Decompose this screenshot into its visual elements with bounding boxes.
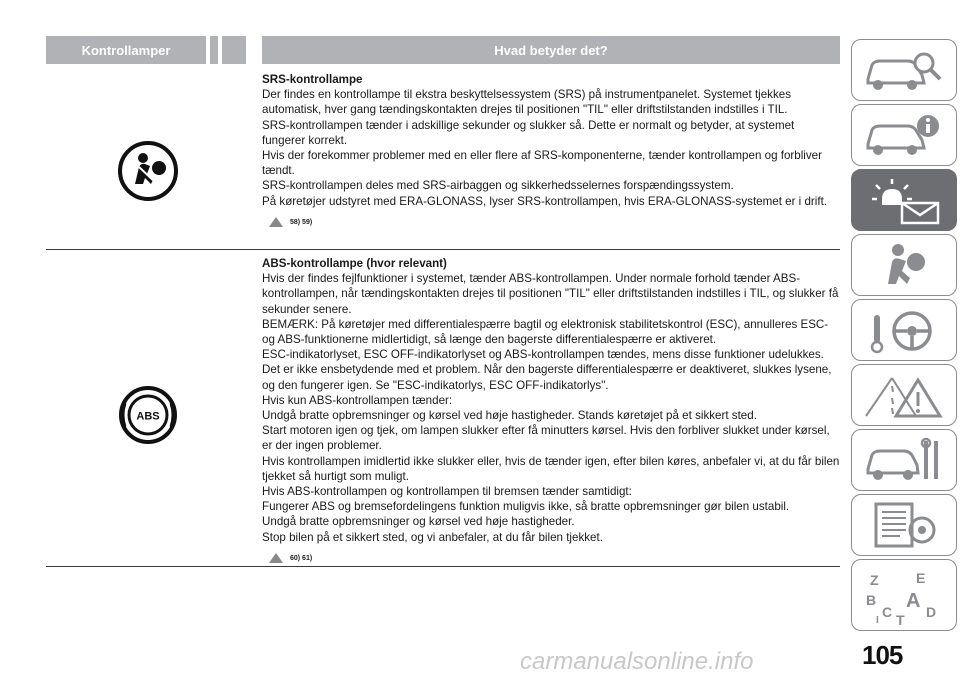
abs-icon-cell xyxy=(46,370,250,460)
road-warning-icon xyxy=(862,370,946,420)
abs-warning-icon xyxy=(117,384,179,446)
abs-paragraph: Fungerer ABS og bremsefordelingens funktion muligvis ikke, så bratte opbremsninger gør bilen ustabil. xyxy=(262,500,790,514)
chapter-tab-safety[interactable] xyxy=(851,234,957,296)
abs-title: ABS-kontrollampe (hvor relevant) xyxy=(262,257,447,270)
warning-light-icon xyxy=(862,175,946,225)
srs-paragraph: SRS-kontrollampen tænder i adskillige sekunder og slukker så. Dette er normalt og betyder, at systemet fungerer korrekt. xyxy=(262,118,795,147)
abs-paragraph: Hvis kun ABS-kontrollampen tænder: xyxy=(262,393,453,407)
airbag-person-icon xyxy=(862,240,946,290)
column-header-meaning: Hvad betyder det? xyxy=(262,36,840,64)
abs-paragraph: ESC-indikatorlyset, ESC OFF-indikatorlyset og ABS-kontrollampen tændes, mens disse funktioner udelukkes. Det er ikke ensbetydende med et problem. Når den bagerste differentialespærre er deaktiveret, slukkes lysene, og den fungerer igen. Se "ESC-indikatorlys, ESC OFF-indikatorlys". xyxy=(262,348,832,392)
chapter-tab-car-search[interactable] xyxy=(851,39,957,101)
svg-text:C: C xyxy=(882,604,893,620)
srs-paragraph: På køretøjer udstyret med ERA-GLONASS, lyser SRS-kontrollampen, hvis ERA-GLONASS-systemet er i drift. xyxy=(262,194,828,208)
header-spacer xyxy=(210,36,218,64)
watermark: carmanualsonline.info xyxy=(520,648,754,675)
row-divider xyxy=(46,566,840,567)
srs-description xyxy=(262,72,840,230)
svg-text:D: D xyxy=(926,604,937,620)
chapter-tab-technical-data[interactable] xyxy=(851,494,957,556)
abs-paragraph: Stop bilen på et sikkert sted, og vi anbefaler, at du får bilen tjekket. xyxy=(262,530,603,544)
abs-warning-reference xyxy=(268,551,840,566)
chapter-tab-warning-lights[interactable] xyxy=(851,169,957,231)
car-info-icon xyxy=(862,110,946,160)
svg-text:B: B xyxy=(866,592,877,608)
chapter-tab-index[interactable] xyxy=(851,559,957,631)
abs-icon-text: ABS xyxy=(136,410,160,423)
srs-paragraph: Der findes en kontrollampe til ekstra beskyttelsessystem (SRS) på instrumentpanelet. Systemet tjekkes automatisk, hver gang tændingskontakten drejes til positionen "TIL" eller driftstilstanden indstilles i TIL. xyxy=(262,88,792,117)
srs-refs: 58) 59) xyxy=(290,218,313,226)
abs-paragraph: Hvis ABS-kontrollampen og kontrollampen til bremsen tænder samtidigt: xyxy=(262,485,632,499)
srs-paragraph: SRS-kontrollampen deles med SRS-airbaggen og sikkerhedsselernes forspændingssystem. xyxy=(262,179,734,193)
car-search-icon xyxy=(862,45,946,95)
column-header-lamps: Kontrollamper xyxy=(46,36,206,64)
srs-title: SRS-kontrollampe xyxy=(262,73,363,86)
spec-list-icon xyxy=(862,500,946,550)
row-divider xyxy=(46,249,840,250)
abs-paragraph: BEMÆRK: På køretøjer med differentialespærre bagtil og elektronisk stabilitetskontrol (ESC), annulleres ESC- og ABS-funktionerne midlertidigt, så længe den bagerste differentialespærre er aktiveret. xyxy=(262,317,829,347)
chapter-tab-maintenance[interactable] xyxy=(851,429,957,491)
abs-paragraph: Undgå bratte opbremsninger og kørsel ved høje hastigheder. Stands køretøjet på et sikkert sted. xyxy=(262,409,757,423)
steering-icon xyxy=(862,305,946,355)
index-letters-icon xyxy=(862,565,946,625)
chapter-tab-starting-driving[interactable] xyxy=(851,299,957,361)
abs-paragraph: Hvis der findes fejlfunktioner i systemet, tænder ABS-kontrollampen. Under normale forhold tænder ABS-kontrollampen, når tændingskontakten drejes til positionen "TIL" eller driftstilstanden indstilles i TIL, og slukker få sekunder senere. xyxy=(262,272,839,316)
srs-paragraph: Hvis der forekommer problemer med en eller flere af SRS-komponenterne, tænder kontrollampen og forbliver tændt. xyxy=(262,149,822,178)
warning-triangle-icon xyxy=(268,216,284,228)
car-tools-icon xyxy=(862,435,946,485)
abs-paragraph: Hvis kontrollampen imidlertid ikke slukker eller, hvis de tænder igen, efter bilen køres, anbefaler vi, at du får bilen tjekket så hurtigt som muligt. xyxy=(262,454,840,483)
abs-description xyxy=(262,256,840,566)
svg-text:E: E xyxy=(916,570,926,586)
svg-text:I: I xyxy=(876,615,879,625)
warning-triangle-icon xyxy=(268,552,284,564)
svg-text:T: T xyxy=(896,612,905,625)
chapter-tab-car-info[interactable] xyxy=(851,104,957,166)
header-spacer xyxy=(222,36,246,64)
srs-warning-reference xyxy=(268,215,840,230)
airbag-warning-icon xyxy=(117,140,179,202)
srs-icon-cell xyxy=(46,126,250,216)
page-number: 105 xyxy=(862,640,903,670)
abs-paragraph: Undgå bratte opbremsninger og kørsel ved høje hastigheder. xyxy=(262,515,575,529)
chapter-tab-emergency[interactable] xyxy=(851,364,957,426)
abs-refs: 60) 61) xyxy=(290,554,313,562)
svg-text:A: A xyxy=(906,590,921,612)
abs-paragraph: Start motoren igen og tjek, om lampen slukker efter få minutters kørsel. Hvis den forbliver slukket under kørsel, er der ingen problemer. xyxy=(262,424,830,453)
svg-text:Z: Z xyxy=(870,572,879,588)
